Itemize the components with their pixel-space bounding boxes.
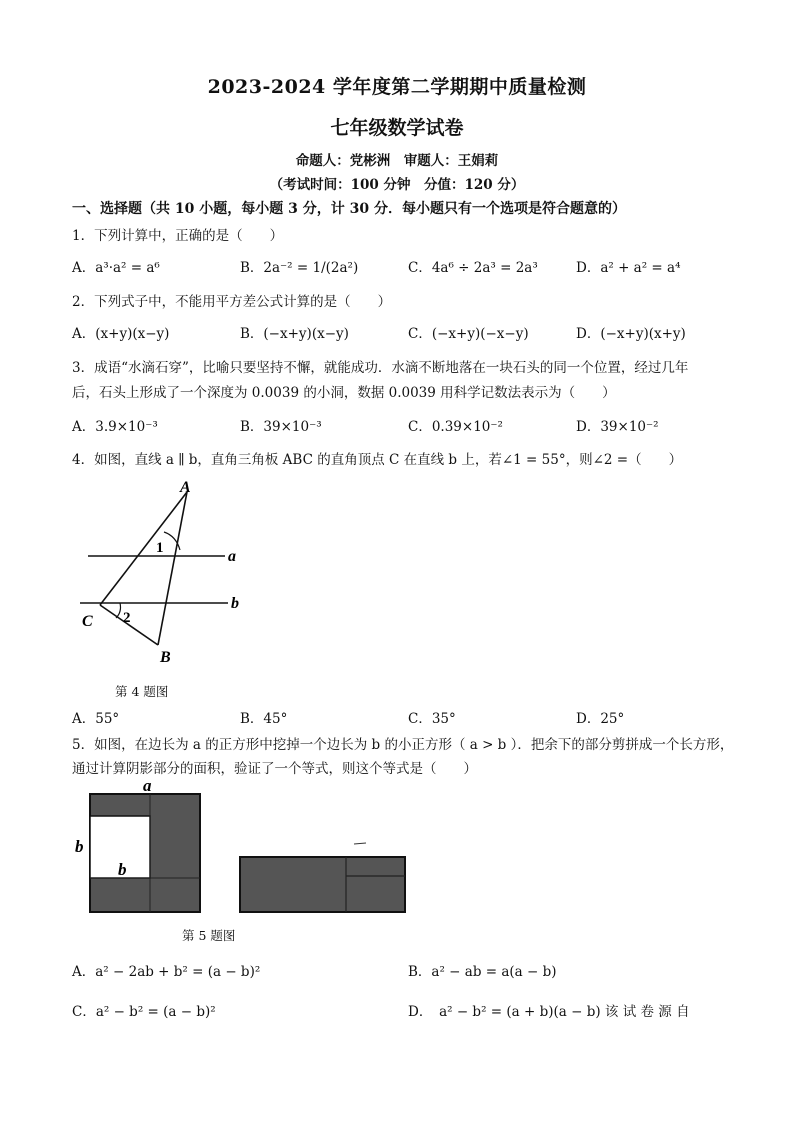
label-A: A xyxy=(180,479,191,496)
question-5-caption: 第 5 题图 xyxy=(182,928,236,943)
question-3-option-d: D．39×10⁻² xyxy=(576,419,659,435)
label-C: C xyxy=(82,613,93,630)
question-2-option-b: B．(−x+y)(x−y) xyxy=(240,326,349,342)
scan-mark xyxy=(354,843,366,844)
rearranged-rectangle xyxy=(240,857,405,912)
exam-info: （考试时间：100 分钟 分值：120 分） xyxy=(269,177,525,193)
label-angle-2: 2 xyxy=(123,610,131,626)
question-5-option-d: D． a² − b² = (a + b)(a − b) 该 试 卷 源 自 xyxy=(408,1004,690,1020)
label-side-b: b xyxy=(75,837,84,856)
question-5-option-b: B．a² − ab = a(a − b) xyxy=(408,964,557,980)
question-3-option-c: C．0.39×10⁻² xyxy=(408,419,503,435)
question-3-stem-line1: 3．成语“水滴石穿”，比喻只要坚持不懈，就能成功．水滴不断地落在一块石头的同一个位置，经过几年 xyxy=(72,360,689,376)
question-3-option-b: B．39×10⁻³ xyxy=(240,419,322,435)
exam-authors: 命题人：党彬洲 审题人：王娟莉 xyxy=(295,153,499,169)
question-4-option-a: A．55° xyxy=(72,711,120,727)
label-inner-b: b xyxy=(118,860,127,879)
question-4-option-b: B．45° xyxy=(240,711,288,727)
label-angle-1: 1 xyxy=(156,540,164,556)
label-a: a xyxy=(228,548,236,565)
question-5-stem-line1: 5．如图，在边长为 a 的正方形中挖掉一个边长为 b 的小正方形（ a > b ）．把余下的部分剪拼成一个长方形， xyxy=(72,737,734,753)
label-B: B xyxy=(160,649,171,666)
question-4-figure xyxy=(60,470,260,670)
question-5-option-a: A．a² − 2ab + b² = (a − b)² xyxy=(72,964,261,980)
label-side-a: a xyxy=(143,776,152,795)
question-1-stem: 1．下列计算中，正确的是（ ） xyxy=(72,228,284,244)
question-3-option-a: A．3.9×10⁻³ xyxy=(72,419,158,435)
question-5-option-c: C．a² − b² = (a − b)² xyxy=(72,1004,216,1020)
question-1-option-a: A．a³·a² = a⁶ xyxy=(72,260,160,276)
question-4-option-c: C．35° xyxy=(408,711,456,727)
question-2-option-a: A．(x+y)(x−y) xyxy=(72,326,170,342)
section-heading: 一、选择题（共 10 小题，每小题 3 分，计 30 分．每小题只有一个选项是符合题意的） xyxy=(72,201,626,217)
exam-subtitle: 七年级数学试卷 xyxy=(330,117,464,139)
question-2-option-d: D．(−x+y)(x+y) xyxy=(576,326,686,342)
exam-title: 2023-2024 学年度第二学期期中质量检测 xyxy=(207,76,587,98)
side-ab xyxy=(158,492,187,645)
question-4-caption: 第 4 题图 xyxy=(115,684,169,699)
question-1-option-b: B．2a⁻² = 1/(2a²) xyxy=(240,260,359,276)
question-4-option-d: D．25° xyxy=(576,711,625,727)
question-3-stem-line2: 后，石头上形成了一个深度为 0.0039 的小洞，数据 0.0039 用科学记数法表示为（ ） xyxy=(72,385,616,401)
question-2-option-c: C．(−x+y)(−x−y) xyxy=(408,326,529,342)
side-ac xyxy=(100,492,187,605)
question-4-stem: 4．如图，直线 a ∥ b，直角三角板 ABC 的直角顶点 C 在直线 b 上，若∠1 = 55°，则∠2 =（ ） xyxy=(72,452,683,468)
question-1-option-c: C．4a⁶ ÷ 2a³ = 2a³ xyxy=(408,260,538,276)
question-2-stem: 2．下列式子中，不能用平方差公式计算的是（ ） xyxy=(72,294,392,310)
question-5-figure xyxy=(70,776,415,921)
question-1-option-d: D．a² + a² = a⁴ xyxy=(576,260,681,276)
question-5-stem-line2: 通过计算阴影部分的面积，验证了一个等式，则这个等式是（ ） xyxy=(72,761,477,777)
label-b: b xyxy=(231,595,239,612)
